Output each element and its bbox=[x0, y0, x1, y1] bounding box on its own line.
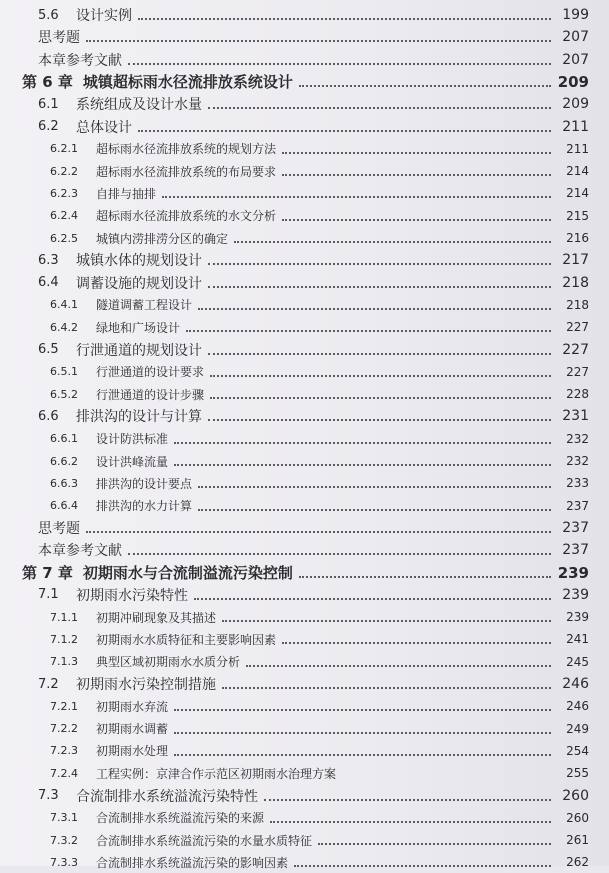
page-number: 241 bbox=[566, 632, 589, 647]
page-number: 239 bbox=[566, 610, 589, 625]
dot-leader bbox=[210, 375, 551, 377]
dot-leader bbox=[208, 286, 551, 288]
entry-title: 超标雨水径流排放系统的布局要求 bbox=[96, 164, 277, 179]
dot-leader bbox=[234, 241, 551, 243]
toc-entry bbox=[0, 383, 609, 405]
entry-number: 6.2.1 bbox=[50, 142, 78, 156]
entry-title: 本章参考文献 bbox=[38, 52, 122, 69]
toc-entry bbox=[0, 606, 609, 628]
entry-title: 合流制排水系统溢流污染的影响因素 bbox=[96, 855, 289, 870]
toc-entry bbox=[0, 316, 609, 338]
page-number: 245 bbox=[566, 654, 589, 669]
dot-leader bbox=[299, 576, 551, 578]
page-number: 217 bbox=[562, 252, 589, 269]
entry-title: 工程实例：京津合作示范区初期雨水治理方案 bbox=[96, 766, 337, 781]
page-number: 260 bbox=[566, 810, 589, 825]
dot-leader bbox=[246, 665, 551, 667]
toc-entry bbox=[0, 138, 609, 160]
toc-entry bbox=[0, 71, 609, 93]
entry-title: 初期雨水污染特性 bbox=[76, 587, 188, 604]
dot-leader bbox=[174, 709, 551, 711]
page-number: 232 bbox=[566, 431, 589, 446]
dot-leader bbox=[138, 18, 551, 20]
page-number: 231 bbox=[562, 408, 589, 425]
page-number: 214 bbox=[566, 164, 589, 179]
page-number: 254 bbox=[566, 743, 589, 758]
page-number: 246 bbox=[562, 676, 589, 692]
dot-leader bbox=[318, 843, 551, 845]
entry-title: 排洪沟的水力计算 bbox=[96, 499, 193, 514]
page-number: 237 bbox=[566, 498, 589, 513]
page-number: 211 bbox=[562, 118, 589, 135]
page-number: 237 bbox=[562, 519, 589, 536]
toc-entry bbox=[0, 294, 609, 316]
dot-leader bbox=[186, 330, 551, 332]
entry-title: 合流制排水系统溢流污染的来源 bbox=[96, 811, 265, 826]
toc-entry bbox=[0, 829, 609, 851]
entry-title: 思考题 bbox=[38, 520, 80, 537]
page-number: 262 bbox=[566, 855, 589, 870]
dot-leader bbox=[86, 531, 551, 533]
dot-leader bbox=[222, 620, 551, 622]
entry-number: 6.4.2 bbox=[50, 320, 78, 334]
page-number: 207 bbox=[562, 51, 589, 68]
page-number: 214 bbox=[566, 186, 589, 201]
toc-entry bbox=[0, 49, 609, 71]
dot-leader bbox=[299, 85, 551, 87]
toc-entry bbox=[0, 472, 609, 494]
toc-entry bbox=[0, 116, 609, 138]
page-number: 232 bbox=[566, 454, 589, 468]
entry-number: 6.5.1 bbox=[50, 365, 78, 379]
entry-title: 设计洪峰流量 bbox=[96, 454, 169, 469]
toc-entry bbox=[0, 785, 609, 807]
entry-title: 排洪沟的设计与计算 bbox=[76, 409, 202, 426]
entry-number: 7.1.1 bbox=[50, 610, 78, 624]
dot-leader bbox=[138, 130, 551, 132]
entry-title: 初期雨水水质特征和主要影响因素 bbox=[96, 632, 277, 647]
toc-entry bbox=[0, 807, 609, 829]
toc-entry bbox=[0, 339, 609, 361]
toc-entry bbox=[0, 539, 609, 561]
page-number: 227 bbox=[562, 341, 589, 358]
dot-leader bbox=[174, 442, 551, 444]
entry-number: 7.3.3 bbox=[50, 855, 78, 869]
page-number: 209 bbox=[562, 96, 589, 113]
entry-number: 6.2.3 bbox=[50, 186, 78, 200]
toc-entry bbox=[0, 562, 609, 584]
page-number: 260 bbox=[562, 787, 589, 804]
entry-number: 6.6 bbox=[38, 408, 59, 424]
toc-entry bbox=[0, 718, 609, 740]
page-number: 199 bbox=[562, 7, 589, 23]
dot-leader bbox=[208, 107, 551, 109]
entry-number: 6.4 bbox=[38, 275, 59, 291]
dot-leader bbox=[128, 553, 551, 555]
dot-leader bbox=[210, 397, 551, 399]
page-number: 216 bbox=[566, 231, 589, 245]
entry-number: 6.2.5 bbox=[50, 231, 78, 245]
entry-title: 城镇水体的规划设计 bbox=[76, 253, 202, 270]
entry-number: 7.1 bbox=[38, 587, 59, 603]
entry-title: 总体设计 bbox=[76, 119, 132, 136]
toc-entry bbox=[0, 249, 609, 271]
entry-title: 系统组成及设计水量 bbox=[76, 97, 202, 114]
dot-leader bbox=[264, 799, 551, 801]
entry-title: 本章参考文献 bbox=[38, 543, 122, 560]
toc-entry bbox=[0, 26, 609, 48]
entry-number: 6.2.4 bbox=[50, 209, 78, 223]
toc-entry bbox=[0, 740, 609, 762]
entry-title: 初期雨水污染控制措施 bbox=[76, 677, 216, 693]
entry-title: 超标雨水径流排放系统的规划方法 bbox=[96, 142, 277, 157]
dot-leader bbox=[208, 419, 551, 421]
page-number: 233 bbox=[566, 476, 589, 491]
entry-title: 自排与抽排 bbox=[96, 186, 157, 201]
page-number: 209 bbox=[557, 72, 589, 91]
page-number: 239 bbox=[557, 563, 589, 582]
entry-title: 设计防洪标准 bbox=[96, 432, 169, 447]
entry-number: 7.2.4 bbox=[50, 766, 78, 780]
entry-number: 7.1.3 bbox=[50, 655, 78, 669]
toc-entry bbox=[0, 361, 609, 383]
dot-leader bbox=[174, 732, 551, 734]
entry-title: 行泄通道的设计要求 bbox=[96, 365, 205, 380]
entry-number: 6.6.3 bbox=[50, 476, 78, 490]
entry-title: 隧道调蓄工程设计 bbox=[96, 298, 193, 313]
entry-title: 城镇超标雨水径流排放系统设计 bbox=[82, 73, 293, 92]
dot-leader bbox=[222, 687, 551, 689]
toc-entry bbox=[0, 695, 609, 717]
entry-title: 合流制排水系统溢流污染的水量水质特征 bbox=[96, 833, 313, 848]
entry-number: 7.3.2 bbox=[50, 833, 78, 847]
entry-number: 第 7 章 bbox=[22, 564, 73, 582]
dot-leader bbox=[282, 642, 551, 644]
entry-number: 7.3 bbox=[38, 788, 59, 803]
entry-number: 6.2 bbox=[38, 119, 59, 134]
dot-leader bbox=[208, 263, 551, 265]
entry-title: 初期雨水弃流 bbox=[96, 699, 169, 714]
page-number: 211 bbox=[566, 141, 589, 156]
entry-number: 7.1.2 bbox=[50, 632, 78, 646]
entry-number: 6.1 bbox=[38, 96, 59, 112]
toc-entry bbox=[0, 227, 609, 249]
dot-leader bbox=[86, 40, 551, 42]
toc-entry bbox=[0, 584, 609, 606]
entry-title: 初期雨水与合流制溢流污染控制 bbox=[82, 564, 293, 582]
page-number: 237 bbox=[562, 542, 589, 559]
entry-number: 7.2 bbox=[38, 676, 59, 692]
dot-leader bbox=[282, 219, 551, 221]
page-number: 255 bbox=[566, 766, 589, 781]
toc-entry bbox=[0, 851, 609, 873]
toc-entry bbox=[0, 673, 609, 695]
dot-leader bbox=[194, 598, 551, 600]
entry-title: 初期雨水处理 bbox=[96, 744, 169, 759]
dot-leader bbox=[198, 509, 551, 511]
page-number: 246 bbox=[566, 699, 589, 714]
entry-number: 6.6.2 bbox=[50, 454, 78, 468]
toc-entry bbox=[0, 4, 609, 26]
dot-leader bbox=[198, 308, 551, 310]
entry-title: 行泄通道的设计步骤 bbox=[96, 387, 205, 402]
entry-title: 设计实例 bbox=[76, 8, 132, 24]
dot-leader bbox=[162, 196, 551, 198]
entry-title: 超标雨水径流排放系统的水文分析 bbox=[96, 209, 277, 224]
dot-leader bbox=[174, 464, 551, 466]
dot-leader bbox=[270, 821, 551, 823]
toc-entry bbox=[0, 651, 609, 673]
entry-number: 6.3 bbox=[38, 252, 59, 268]
entry-title: 合流制排水系统溢流污染特性 bbox=[76, 788, 258, 805]
entry-number: 7.2.3 bbox=[50, 744, 78, 758]
toc-entry bbox=[0, 205, 609, 227]
page-number: 227 bbox=[566, 364, 589, 379]
dot-leader bbox=[174, 754, 551, 756]
entry-title: 绿地和广场设计 bbox=[96, 320, 181, 335]
page-number: 228 bbox=[566, 387, 589, 402]
page-number: 261 bbox=[566, 833, 589, 848]
page-number: 227 bbox=[566, 320, 589, 335]
entry-title: 初期冲刷现象及其描述 bbox=[96, 610, 217, 625]
dot-leader bbox=[282, 152, 551, 154]
entry-number: 5.6 bbox=[38, 7, 59, 23]
toc-entry bbox=[0, 628, 609, 650]
entry-number: 7.2.1 bbox=[50, 699, 78, 713]
entry-title: 思考题 bbox=[38, 30, 80, 47]
entry-number: 6.6.4 bbox=[50, 499, 78, 513]
page-number: 215 bbox=[566, 208, 589, 223]
dot-leader bbox=[208, 353, 551, 355]
entry-number: 6.2.2 bbox=[50, 164, 78, 178]
toc-entry bbox=[0, 160, 609, 182]
page-number: 218 bbox=[562, 274, 589, 291]
entry-title: 初期雨水调蓄 bbox=[96, 722, 169, 737]
toc-entry bbox=[0, 93, 609, 115]
entry-title: 城镇内涝排涝分区的确定 bbox=[96, 231, 229, 246]
entry-title: 调蓄设施的规划设计 bbox=[76, 275, 202, 292]
toc-entry bbox=[0, 517, 609, 539]
entry-number: 7.2.2 bbox=[50, 722, 78, 736]
entry-title: 行泄通道的规划设计 bbox=[76, 342, 202, 359]
dot-leader bbox=[342, 776, 551, 778]
page-number: 218 bbox=[566, 297, 589, 312]
entry-number: 6.4.1 bbox=[50, 298, 78, 312]
toc-entry bbox=[0, 405, 609, 427]
entry-number: 6.5 bbox=[38, 342, 59, 357]
entry-number: 7.3.1 bbox=[50, 811, 78, 825]
toc-entry bbox=[0, 762, 609, 784]
dot-leader bbox=[282, 174, 551, 176]
toc-entry bbox=[0, 272, 609, 294]
entry-number: 6.5.2 bbox=[50, 387, 78, 401]
entry-title: 典型区域初期雨水水质分析 bbox=[96, 655, 241, 670]
entry-number: 第 6 章 bbox=[22, 73, 73, 92]
page-number: 249 bbox=[566, 721, 589, 736]
toc-entry bbox=[0, 182, 609, 204]
dot-leader bbox=[128, 63, 551, 65]
entry-number: 6.6.1 bbox=[50, 432, 78, 446]
page-number: 239 bbox=[562, 586, 589, 603]
dot-leader bbox=[198, 486, 551, 488]
page-number: 207 bbox=[562, 29, 589, 46]
toc-entry bbox=[0, 495, 609, 517]
toc-entry bbox=[0, 428, 609, 450]
toc-entry bbox=[0, 450, 609, 472]
entry-title: 排洪沟的设计要点 bbox=[96, 476, 193, 491]
